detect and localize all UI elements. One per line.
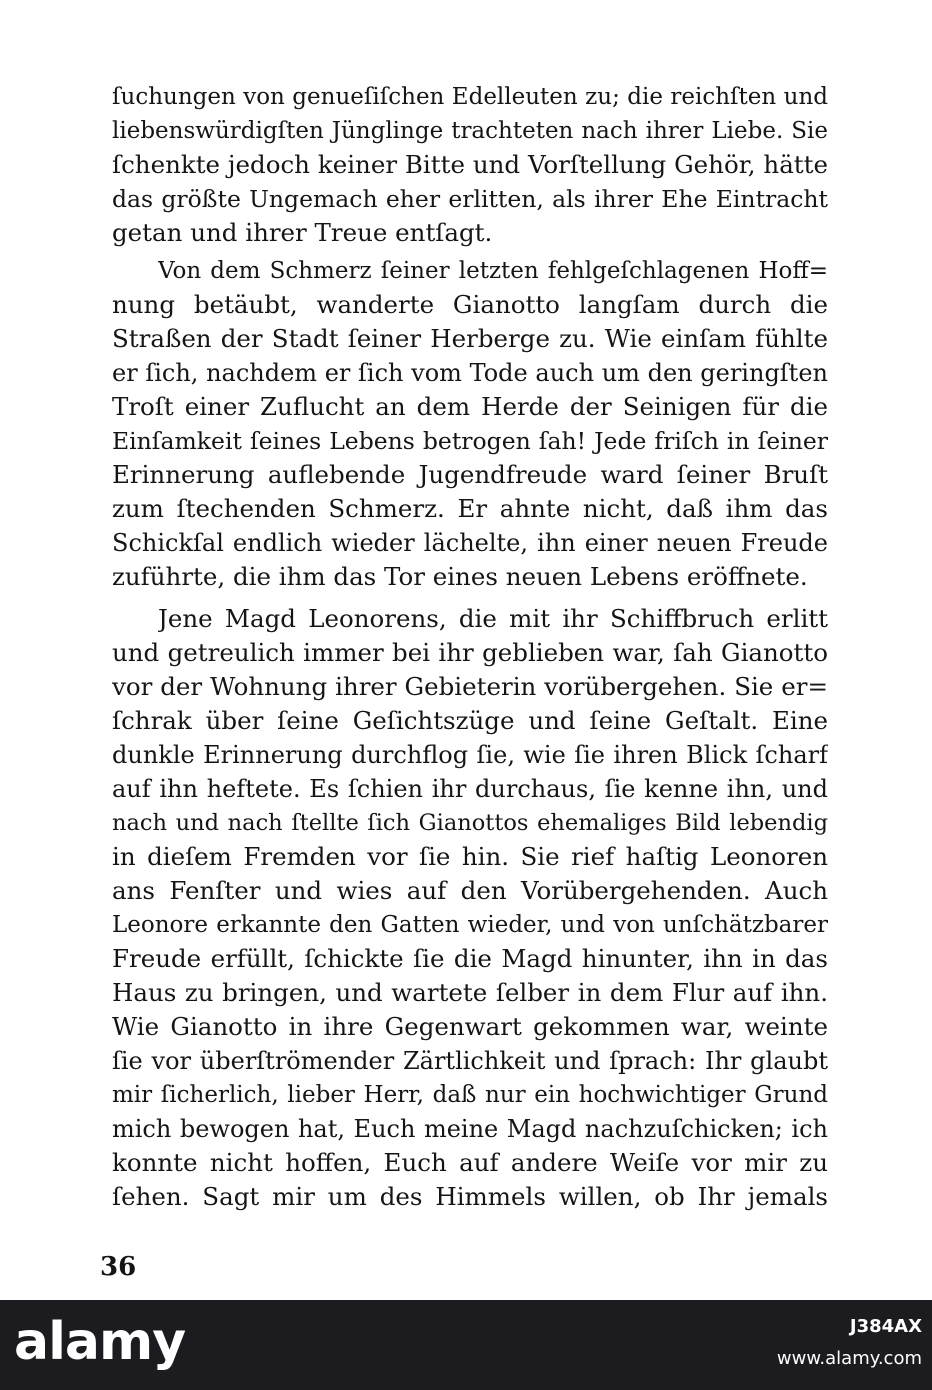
text-line: Troſt einer Zuflucht an dem Herde der Seinigen für die <box>112 392 828 421</box>
text-line: zuführte, die ihm das Tor eines neuen Lebens eröffnete. <box>112 562 808 591</box>
text-line: Wie Gianotto in ihre Gegenwart gekommen war, weinte <box>112 1012 828 1041</box>
text-line: ſie vor überſtrömender Zärtlichkeit und ſprach: Ihr glaubt <box>112 1047 828 1075</box>
text-line: Von dem Schmerz ſeiner letzten fehlgeſchlagenen Hoff= <box>158 258 828 284</box>
text-line: Straßen der Stadt ſeiner Herberge zu. Wie einſam fühlte <box>112 324 828 353</box>
text-line: auf ihn heftete. Es ſchien ihr durchaus, ſie kenne ihn, und <box>112 775 828 803</box>
text-line: in dieſem Fremden vor ſie hin. Sie rief haſtig Leonoren <box>112 842 828 871</box>
text-line: liebenswürdigſten Jünglinge trachteten nach ihrer Liebe. Sie <box>112 118 828 144</box>
text-line: Einſamkeit ſeines Lebens betrogen ſah! Jede friſch in ſeiner <box>112 427 828 455</box>
text-line: mich bewogen hat, Euch meine Magd nachzuſchicken; ich <box>112 1115 828 1143</box>
text-line: Erinnerung auflebende Jugendfreude ward ſeiner Bruſt <box>112 460 828 489</box>
stock-image-id: J384AX <box>849 1316 922 1337</box>
text-line: nung betäubt, wanderte Gianotto langſam durch die <box>112 290 828 319</box>
text-line: Jene Magd Leonorens, die mit ihr Schiffbruch erlitt <box>158 604 828 633</box>
text-line: dunkle Erinnerung durchflog ſie, wie ſie ihren Blick ſcharf <box>112 741 828 769</box>
text-line: ſuchungen von genueſiſchen Edelleuten zu; die reichſten und <box>112 84 828 110</box>
text-line: Haus zu bringen, und wartete ſelber in dem Flur auf ihn. <box>112 978 828 1007</box>
text-line: Leonore erkannte den Gatten wieder, und von unſchätzbarer <box>112 912 828 938</box>
text-line: er ſich, nachdem er ſich vom Tode auch um den geringſten <box>112 359 828 387</box>
text-line: Schickſal endlich wieder lächelte, ihn einer neuen Freude <box>112 529 828 557</box>
page-number: 36 <box>100 1252 137 1282</box>
text-line: vor der Wohnung ihrer Gebieterin vorübergehen. Sie er= <box>112 672 828 701</box>
text-line: nach und nach ſtellte ſich Gianottos ehemaliges Bild lebendig <box>112 810 828 836</box>
text-line: konnte nicht hoffen, Euch auf andere Weiſe vor mir zu <box>112 1148 828 1177</box>
stock-footer-bar <box>0 1300 932 1390</box>
stock-url: www.alamy.com <box>776 1348 922 1369</box>
text-line: ſchenkte jedoch keiner Bitte und Vorſtellung Gehör, hätte <box>112 150 828 179</box>
text-line: getan und ihrer Treue entſagt. <box>112 218 493 247</box>
text-line: zum ſtechenden Schmerz. Er ahnte nicht, daß ihm das <box>112 494 828 523</box>
text-line: mir ſicherlich, lieber Herr, daß nur ein hochwichtiger Grund <box>112 1082 828 1108</box>
alamy-logo: alamy <box>14 1312 186 1372</box>
text-line: ſchrak über ſeine Geſichtszüge und ſeine Geſtalt. Eine <box>112 706 828 735</box>
text-line: Freude erfüllt, ſchickte ſie die Magd hinunter, ihn in das <box>112 944 828 973</box>
text-line: ans Fenſter und wies auf den Vorübergehenden. Auch <box>112 876 828 905</box>
text-line: ſehen. Sagt mir um des Himmels willen, ob Ihr jemals <box>112 1182 828 1211</box>
text-line: und getreulich immer bei ihr geblieben war, ſah Gianotto <box>112 638 828 667</box>
text-line: das größte Ungemach eher erlitten, als ihrer Ehe Eintracht <box>112 185 828 213</box>
